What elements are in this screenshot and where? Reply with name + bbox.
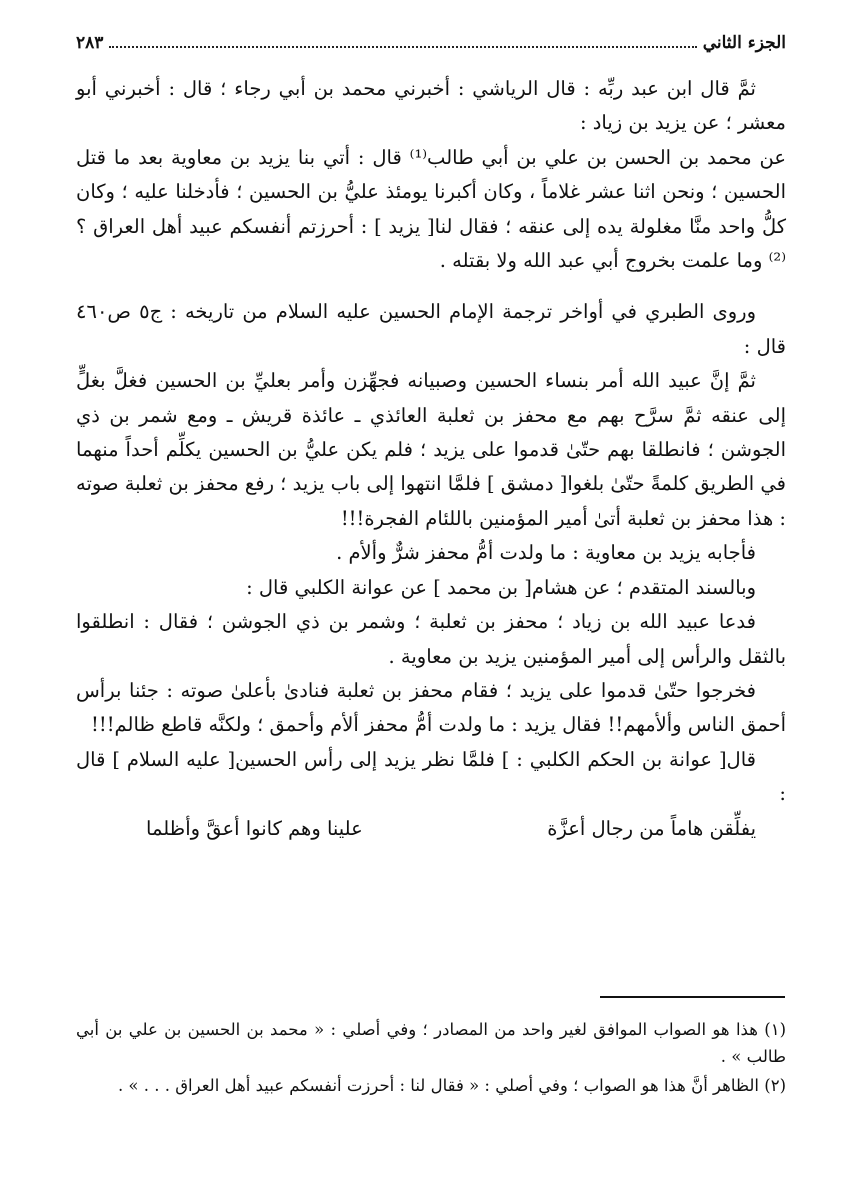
page-header xyxy=(76,28,786,58)
dotted-leader xyxy=(109,28,696,48)
paragraph-1: ثمَّ قال ابن عبد ربِّه : قال الرياشي : أخبرني محمد بن أبي رجاء ؛ قال : أخبرني أبو معشر ؛ عن يزيد بن زياد : xyxy=(76,77,786,135)
verse-hemistich-2: علينا وهم كانوا أعقَّ وأظلما xyxy=(146,816,363,840)
footnote-1: (١) هذا هو الصواب الموافق لغير واحد من المصادر ؛ وفي أصلي : « محمد بن الحسين بن علي بن أبي طالب » . xyxy=(76,1020,786,1066)
paragraph-5: فأجابه يزيد بن معاوية : ما ولدت أمُّ محفز شرٌّ وألأم . xyxy=(336,541,756,565)
paragraph-7: فدعا عبيد الله بن زياد ؛ محفز بن ثعلبة ؛ وشمر بن ذي الجوشن ؛ فقال : انطلقوا بالثقل والرأس إلى أمير المؤمنين يزيد بن معاوية . xyxy=(76,610,786,668)
verse-hemistich-1: يفلِّقن هاماً من رجال أعزَّة xyxy=(547,816,756,840)
paragraph-8: فخرجوا حتّىٰ قدموا على يزيد ؛ فقام محفز بن ثعلبة فنادىٰ بأعلىٰ صوته : جئنا برأس أحمق الناس وألأمهم!! فقال يزيد : ما ولدت أمُّ محفز ألأم وأحمق ؛ ولكنَّه قاطع ظالم!!! xyxy=(76,678,786,737)
paragraph-2: عن محمد بن الحسن بن علي بن أبي طالب⁽¹⁾ قال : أتي بنا يزيد بن معاوية بعد ما قتل الحسين ؛ ونحن اثنا عشر غلاماً ، وكان أكبرنا يومئذ عليُّ بن الحسين ؛ فأدخلنا عليه ؛ وكان كلُّ واحد منَّا مغلولة يده إلى عنقه ؛ فقال لنا[ يزيد ] : أحرزتم أنفسكم عبيد أهل العراق ؟⁽²⁾ وما علمت بخروج أبي عبد الله ولا بقتله . xyxy=(76,145,786,273)
page-number: ٢٨٣ xyxy=(76,33,104,53)
paragraph-4: ثمَّ إنَّ عبيد الله أمر بنساء الحسين وصبيانه فجهِّزن وأمر بعليِّ بن الحسين فغلَّ بغلٍّ إلى عنقه ثمَّ سرَّح بهم مع محفز بن ثعلبة العائذي ـ عائذة قريش ـ ومع شمر بن ذي الجوشن ؛ فانطلقا بهم حتّىٰ قدموا على يزيد ؛ فلم يكن عليُّ بن الحسين يكلِّم أحداً منهما في الطريق كلمةً حتّىٰ بلغوا[ دمشق ] فلمَّا انتهوا إلى باب يزيد ؛ رفع محفز بن ثعلبة صوته : هذا محفز بن ثعلبة أتىٰ أمير المؤمنين باللئام الفجرة!!! xyxy=(76,369,786,530)
main-text xyxy=(76,72,786,846)
paragraph-9: قال[ عوانة بن الحكم الكلبي : ] فلمَّا نظر يزيد إلى رأس الحسين[ عليه السلام ] قال : xyxy=(76,747,786,806)
footnotes xyxy=(76,1016,786,1099)
poem-verse xyxy=(76,812,786,846)
paragraph-3: وروى الطبري في أواخر ترجمة الإمام الحسين عليه السلام من تاريخه : ج٥ ص٤٦٠ قال : xyxy=(76,300,786,358)
footnote-2: (٢) الظاهر أنَّ هذا هو الصواب ؛ وفي أصلي : « فقال لنا : أحرزت أنفسكم عبيد أهل العراق . . . » . xyxy=(117,1076,786,1095)
footnote-divider xyxy=(600,996,785,998)
running-title: الجزء الثاني xyxy=(702,33,786,53)
paragraph-6: وبالسند المتقدم ؛ عن هشام[ بن محمد ] عن عوانة الكلبي قال : xyxy=(246,575,756,599)
